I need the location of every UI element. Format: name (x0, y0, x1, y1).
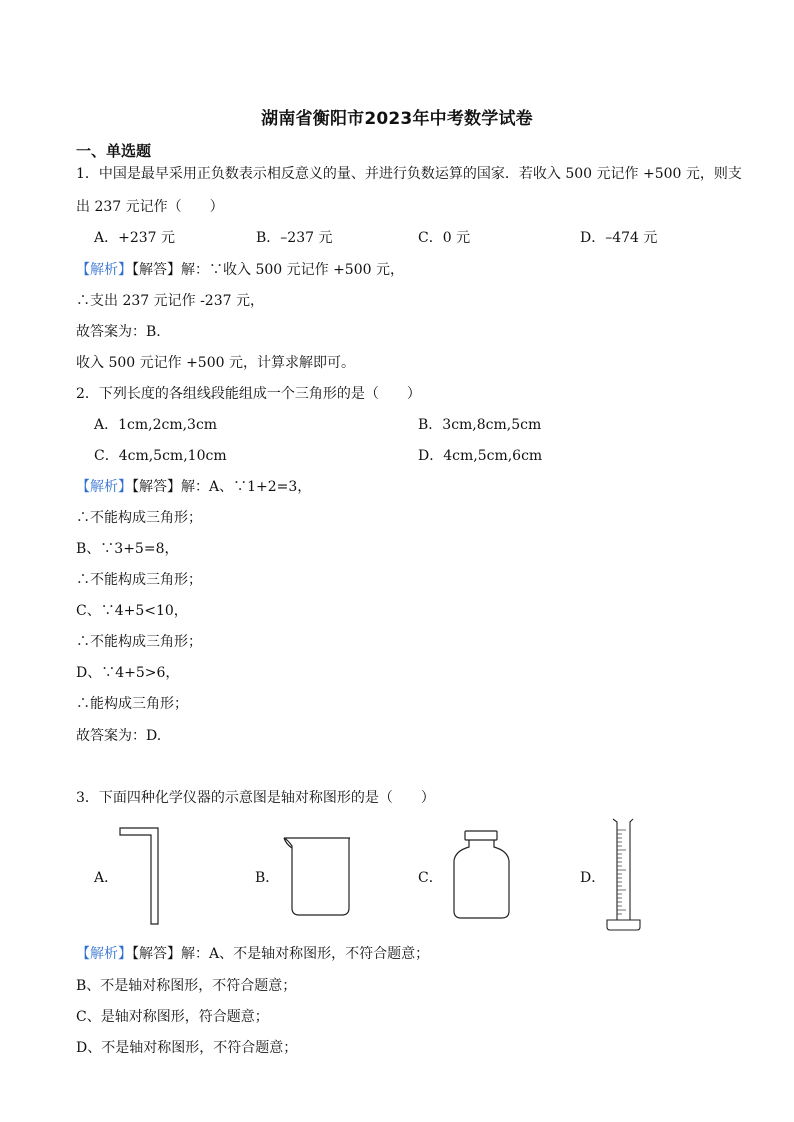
q2-analysis-line-7: D、∵4+5>6， (76, 665, 180, 681)
q2-option-a: A．1cm,2cm,3cm (94, 417, 218, 433)
analysis-tag: 【解析】 (76, 946, 132, 962)
q2-option-c: C．4cm,5cm,10cm (94, 448, 227, 464)
q2-analysis-line-3: B、∵3+5=8， (76, 541, 179, 557)
analysis-tag: 【解析】 (76, 262, 132, 278)
q2-analysis-line-5: C、∵4+5<10， (76, 603, 188, 619)
q2-analysis-line-4: ∴不能构成三角形； (76, 572, 202, 588)
q1-analysis-line-4: 收入 500 元记作 +500 元，计算求解即可。 (76, 355, 355, 371)
q2-analysis-line-2: ∴不能构成三角形； (76, 510, 202, 526)
analysis-text: 【解答】解：A、不是轴对称图形，不符合题意； (132, 946, 430, 962)
page-title: 湖南省衡阳市2023年中考数学试卷 (261, 109, 533, 129)
q3-analysis-line-1 (76, 945, 429, 963)
graduated-cylinder-figure (604, 816, 644, 934)
q2-analysis-line-8: ∴能构成三角形； (76, 696, 188, 712)
q1-option-c: C．0 元 (418, 230, 471, 246)
q1-stem-line-2: 出 237 元记作（ ） (76, 199, 224, 215)
q1-analysis-line-3: 故答案为：B. (76, 324, 161, 340)
section-heading: 一、单选题 (76, 142, 152, 160)
analysis-text: 【解答】解：∵收入 500 元记作 +500 元， (132, 262, 404, 278)
beaker-figure (282, 836, 354, 918)
q3-option-c: C． (418, 870, 443, 886)
jar-figure (451, 829, 513, 921)
q2-option-b: B．3cm,8cm,5cm (418, 417, 542, 433)
q1-option-b: B．–237 元 (256, 230, 333, 246)
q3-option-b: B． (255, 870, 280, 886)
q1-analysis-line-1 (76, 261, 404, 279)
q2-analysis-line-9: 故答案为：D. (76, 728, 162, 744)
q3-analysis-line-3: C、是轴对称图形，符合题意； (76, 1009, 269, 1025)
q3-analysis-line-2: B、不是轴对称图形，不符合题意； (76, 978, 297, 994)
q3-option-a: A． (94, 870, 119, 886)
analysis-text: 【解答】解：A、∵1+2=3， (132, 479, 312, 495)
q3-option-d: D． (580, 870, 606, 886)
q3-analysis-line-4: D、不是轴对称图形，不符合题意； (76, 1040, 298, 1056)
q3-stem: 3．下面四种化学仪器的示意图是轴对称图形的是（ ） (76, 790, 435, 806)
q1-analysis-line-2: ∴支出 237 元记作 -237 元， (76, 293, 264, 309)
l-shaped-tube-figure (118, 826, 162, 928)
q2-option-d: D．4cm,5cm,6cm (418, 448, 543, 464)
q1-stem-line-1: 1．中国是最早采用正负数表示相反意义的量、并进行负数运算的国家．若收入 500 元记作 +500 元，则支 (76, 166, 742, 182)
analysis-tag: 【解析】 (76, 479, 132, 495)
q2-stem: 2．下列长度的各组线段能组成一个三角形的是（ ） (76, 386, 421, 402)
q1-option-d: D．–474 元 (580, 230, 658, 246)
q2-analysis-line-1 (76, 478, 311, 496)
q2-analysis-line-6: ∴不能构成三角形； (76, 634, 202, 650)
q1-option-a: A．+237 元 (94, 230, 176, 246)
